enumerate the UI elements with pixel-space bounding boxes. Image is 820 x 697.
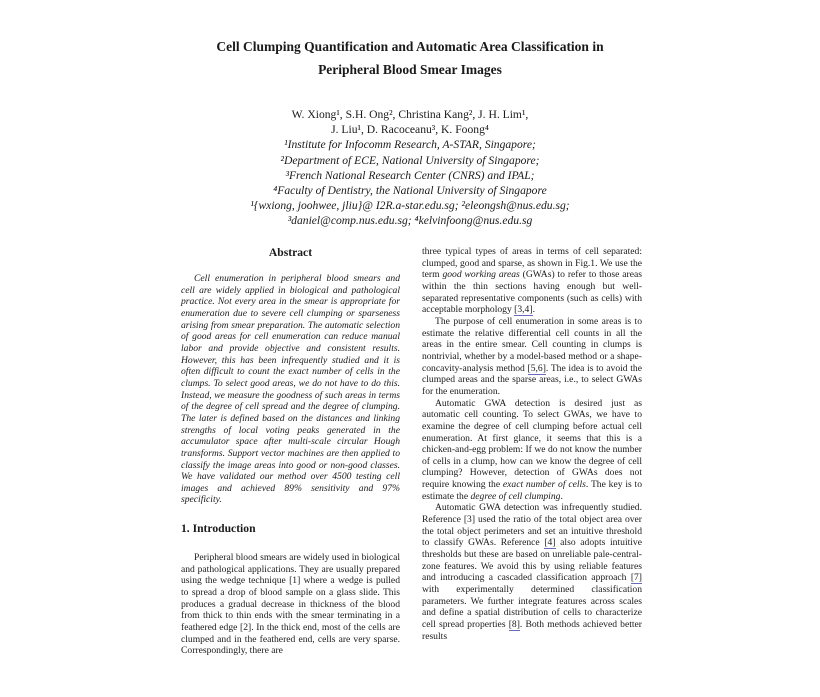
- paper-title-line1: Cell Clumping Quantification and Automatic Area Classification in: [216, 39, 604, 54]
- text-span: with experimentally determined classification parameters. We further integrate features across scales and define a spatial distribution of cells to characterize cell spread properties: [422, 584, 642, 630]
- text-span: . The key is to estimate the: [422, 479, 642, 502]
- text-span: (GWAs) to refer to those areas within the thin sections having enough but well-separated representative components (such as cells) with acceptable morphology: [422, 269, 642, 316]
- right-paragraph-2: [422, 316, 642, 398]
- left-column: [181, 246, 400, 657]
- citation-link[interactable]: [5,6]: [527, 362, 546, 374]
- text-span: The purpose of cell enumeration in some areas is to estimate the relative differential cell counts in all the areas in the entire smear. Cell counting in clumps is nontrivial, whether by a model-based method or a shape-concavity-analysis method: [422, 315, 642, 374]
- email-line1: ¹{wxiong, joohwee, jliu}@ I2R.a-star.edu.sg; ²eleongsh@nus.edu.sg;: [250, 199, 570, 213]
- right-column: [422, 246, 642, 642]
- citation-link[interactable]: [7]: [630, 572, 642, 584]
- authors-line2: J. Liu¹, D. Racoceanu³, K. Foong⁴: [331, 123, 489, 137]
- citation-link[interactable]: [8]: [508, 619, 520, 630]
- text-span: . Both methods achieved better results: [422, 619, 642, 642]
- text-span: .: [532, 304, 535, 316]
- text-span: . The idea is to avoid the clumped areas and the sparse areas, i.e., to select GWAs for the enumeration.: [422, 362, 642, 397]
- author-block: [0, 107, 820, 229]
- text-span: also adopts intuitive thresholds but these are based on unreliable pale-central-zone features. We avoid this by using reliable features and introducing a cascaded classification approach: [422, 537, 642, 584]
- introduction-heading: 1. Introduction: [181, 522, 256, 536]
- abstract-text: Cell enumeration in peripheral blood smears and cell are widely applied in biological and pathological practice. Not every area in the smear is appropriate for enumeration due to severe cell clumping or sparseness arising from smear preparation. The automatic selection of good areas for cell enumeration can reduce manual labor and provide objective and consistent results. However, this has been infrequently studied and it is often difficult to count the exact number of cells in the clumps. To select good areas, we do not have to do this. Instead, we measure the goodness of such areas in terms of the degree of cell spread and the degree of clumping. The later is defined based on the distances and linking strengths of local voting peaks generated in the accumulator space after multi-scale circular Hough transforms. Support vector machines are then applied to classify the image areas into good or non-good classes. We have validated our method over 4500 testing cell images and achieved 89% sensitivity and 97% specificity.: [181, 273, 400, 506]
- text-span: .: [560, 490, 563, 502]
- emphasis-text: exact number of cells: [502, 479, 586, 491]
- paper-title-line2: Peripheral Blood Smear Images: [318, 62, 502, 77]
- affiliation-4: ⁴Faculty of Dentistry, the National University of Singapore: [273, 184, 547, 198]
- affiliation-1: ¹Institute for Infocomm Research, A-STAR, Singapore;: [284, 138, 536, 152]
- right-paragraph-1: [422, 246, 642, 316]
- text-span: Automatic GWA detection is desired just as automatic cell counting. To select GWAs, we have to examine the degree of cell clumping before actual cell enumeration. At first glance, it seems that this is a chicken-and-egg problem: If we do not know the number of cells in a clump, how can we know the degree of cell clumping? However, detection of GWAs does not require knowing the: [422, 397, 642, 491]
- affiliation-2: ²Department of ECE, National University of Singapore;: [280, 153, 540, 167]
- citation-link[interactable]: [3,4]: [514, 304, 533, 316]
- emphasis-text: degree of cell clumping: [470, 490, 561, 502]
- email-line2: ³daniel@comp.nus.edu.sg; ⁴kelvinfoong@nus.edu.sg: [287, 214, 533, 228]
- text-span: Automatic GWA detection was infrequently studied. Reference [3] used the ratio of the total object area over the total object perimeters and set an intuitive threshold to classify GWAs. Reference: [422, 502, 642, 549]
- text-span: three typical types of areas in terms of cell separated: clumped, good and sparse, as shown in Fig.1. We use the term: [422, 246, 642, 281]
- abstract-heading: Abstract: [268, 246, 313, 259]
- right-paragraph-4: [422, 502, 642, 642]
- introduction-paragraph-1: Peripheral blood smears are widely used in biological and pathological applications. They are usually prepared using the wedge technique [1] where a wedge is pulled to spread a drop of blood sample on a glass slide. This produces a gradual decrease in thickness of the blood from thick to thin ends with the smear terminating in a feathered edge [2]. In the thick end, most of the cells are clumped and in the feathered end, cells are very sparse. Correspondingly, there are: [181, 552, 400, 657]
- right-paragraph-3: [422, 398, 642, 503]
- abstract-body: [181, 273, 400, 506]
- emphasis-text: good working areas: [442, 269, 520, 281]
- authors-line1: W. Xiong¹, S.H. Ong², Christina Kang², J. H. Lim¹,: [291, 108, 529, 121]
- affiliation-3: ³French National Research Center (CNRS) and IPAL;: [285, 168, 535, 182]
- citation-link[interactable]: [4]: [544, 537, 556, 549]
